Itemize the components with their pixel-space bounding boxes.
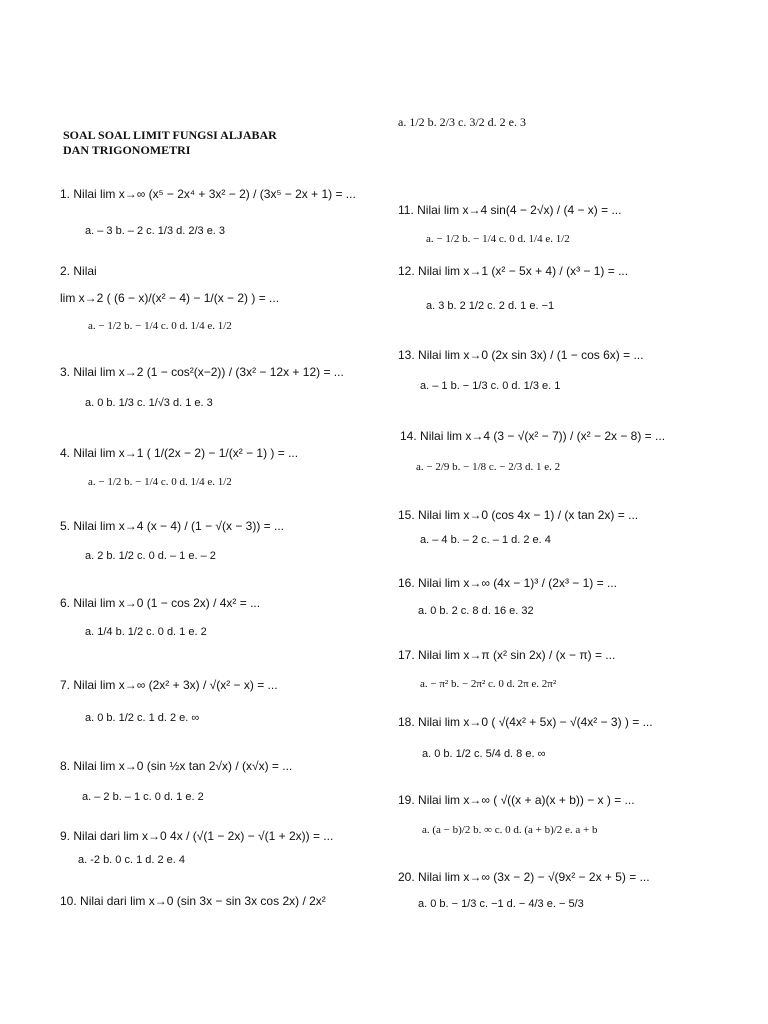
question-11-options: a. − 1/2 b. − 1/4 c. 0 d. 1/4 e. 1/2 <box>426 233 570 245</box>
question-prompt: Nilai <box>73 678 97 692</box>
question-number: 18. <box>398 715 415 729</box>
question-5 <box>60 520 284 532</box>
question-7 <box>60 679 278 691</box>
question-20 <box>398 871 650 883</box>
question-prompt: Nilai <box>418 870 442 884</box>
question-number: 6. <box>60 596 71 610</box>
question-11 <box>398 204 621 216</box>
question-expression: lim x→0 (1 − cos 2x) / 4x² = ... <box>100 596 261 610</box>
question-16 <box>398 577 617 589</box>
question-20-options: a. 0 b. − 1/3 c. −1 d. − 4/3 e. − 5/3 <box>418 898 584 910</box>
question-expression: lim x→2 (1 − cos²(x−2)) / (3x² − 12x + 12) = ... <box>100 365 344 379</box>
question-9 <box>60 830 333 842</box>
question-15-options: a. – 4 b. – 2 c. – 1 d. 2 e. 4 <box>420 534 551 546</box>
question-prompt: Nilai <box>418 508 442 522</box>
question-expression: lim x→0 (2x sin 3x) / (1 − cos 6x) = ... <box>444 348 644 362</box>
question-expression: lim x→4 (3 − √(x² − 7)) / (x² − 2x − 8) = ... <box>446 429 666 443</box>
question-4 <box>60 447 298 459</box>
question-12 <box>398 265 628 277</box>
question-2 <box>60 265 97 277</box>
question-9-options: a. -2 b. 0 c. 1 d. 2 e. 4 <box>78 854 186 866</box>
question-18-options: a. 0 b. 1/2 c. 5/4 d. 8 e. ∞ <box>422 748 546 760</box>
question-15 <box>398 509 638 521</box>
question-expression: lim x→1 ( 1/(2x − 2) − 1/(x² − 1) ) = ... <box>100 446 299 460</box>
question-8-options: a. – 2 b. – 1 c. 0 d. 1 e. 2 <box>82 791 204 803</box>
question-10-options: a. 1/2 b. 2/3 c. 3/2 d. 2 e. 3 <box>398 115 526 129</box>
question-number: 20. <box>398 870 415 884</box>
question-prompt: Nilai <box>418 576 442 590</box>
question-number: 15. <box>398 508 415 522</box>
question-1-options: a. – 3 b. – 2 c. 1/3 d. 2/3 e. 3 <box>85 225 226 237</box>
question-number: 12. <box>398 264 415 278</box>
question-expression: lim x→1 (x² − 5x + 4) / (x³ − 1) = ... <box>444 264 629 278</box>
question-expression: lim x→4 sin(4 − 2√x) / (4 − x) = ... <box>443 203 622 217</box>
question-expression: lim x→0 4x / (√(1 − 2x) − √(1 + 2x)) = ... <box>123 829 334 843</box>
question-prompt: Nilai <box>73 446 97 460</box>
question-expression: lim x→0 (sin 3x − sin 3x cos 2x) / 2x² <box>130 894 326 908</box>
question-number: 11. <box>398 203 414 217</box>
question-prompt: Nilai <box>73 365 97 379</box>
question-13 <box>398 349 643 361</box>
question-prompt: Nilai dari <box>80 894 127 908</box>
question-1 <box>60 188 356 200</box>
title-line-1: SOAL SOAL LIMIT FUNGSI ALJABAR <box>63 128 277 142</box>
question-prompt: Nilai <box>417 203 441 217</box>
question-number: 19. <box>398 793 415 807</box>
question-prompt: Nilai dari <box>73 829 121 843</box>
question-expression: lim x→0 (cos 4x − 1) / (x tan 2x) = ... <box>444 508 639 522</box>
question-prompt: Nilai <box>418 264 442 278</box>
question-number: 13. <box>398 348 415 362</box>
question-expression: lim x→0 (sin ½x tan 2√x) / (x√x) = ... <box>100 759 293 773</box>
question-8 <box>60 760 292 772</box>
question-19-options: a. (a − b)/2 b. ∞ c. 0 d. (a + b)/2 e. a + b <box>422 824 598 836</box>
question-prompt: Nilai <box>418 648 442 662</box>
document-title <box>63 128 277 158</box>
question-number: 5. <box>60 519 71 533</box>
question-prompt: Nilai <box>73 519 97 533</box>
title-line-2: DAN TRIGONOMETRI <box>63 143 191 157</box>
question-13-options: a. – 1 b. − 1/3 c. 0 d. 1/3 e. 1 <box>420 380 561 392</box>
question-10 <box>60 895 326 907</box>
question-number: 16. <box>398 576 415 590</box>
question-number: 14. <box>400 429 417 443</box>
question-prompt: Nilai <box>73 596 97 610</box>
question-expression: lim x→0 ( √(4x² + 5x) − √(4x² − 3) ) = ... <box>444 715 653 729</box>
question-number: 2. <box>60 264 71 278</box>
question-6-options: a. 1/4 b. 1/2 c. 0 d. 1 e. 2 <box>85 626 207 638</box>
question-prompt: Nilai <box>73 187 97 201</box>
question-7-options: a. 0 b. 1/2 c. 1 d. 2 e. ∞ <box>85 712 200 724</box>
question-number: 1. <box>60 187 71 201</box>
question-expression: lim x→∞ (2x² + 3x) / √(x² − x) = ... <box>100 678 278 692</box>
question-14 <box>400 430 665 442</box>
question-6 <box>60 597 260 609</box>
question-expression: lim x→∞ (x⁵ − 2x⁴ + 3x² − 2) / (3x⁵ − 2x + 1) = ... <box>100 187 356 201</box>
question-number: 10. <box>60 894 77 908</box>
question-prompt: Nilai <box>418 348 442 362</box>
question-prompt: Nilai <box>73 264 97 278</box>
question-17-options: a. − π² b. − 2π² c. 0 d. 2π e. 2π² <box>420 678 557 690</box>
question-prompt: Nilai <box>420 429 444 443</box>
question-16-options: a. 0 b. 2 c. 8 d. 16 e. 32 <box>418 605 534 617</box>
question-12-options: a. 3 b. 2 1/2 c. 2 d. 1 e. −1 <box>426 300 555 312</box>
question-19 <box>398 794 635 806</box>
question-number: 17. <box>398 648 415 662</box>
question-2-expression: lim x→2 ( (6 − x)/(x² − 4) − 1/(x − 2) ) = ... <box>60 291 280 305</box>
question-prompt: Nilai <box>73 759 97 773</box>
question-expression: lim x→∞ (3x − 2) − √(9x² − 2x + 5) = ... <box>444 870 650 884</box>
question-number: 3. <box>60 365 71 379</box>
question-14-options: a. − 2/9 b. − 1/8 c. − 2/3 d. 1 e. 2 <box>416 461 561 473</box>
question-17 <box>398 649 615 661</box>
question-2-options: a. − 1/2 b. − 1/4 c. 0 d. 1/4 e. 1/2 <box>88 320 232 332</box>
question-expression: lim x→4 (x − 4) / (1 − √(x − 3)) = ... <box>100 519 285 533</box>
question-prompt: Nilai <box>418 793 442 807</box>
question-3 <box>60 366 344 378</box>
question-3-options: a. 0 b. 1/3 c. 1/√3 d. 1 e. 3 <box>85 397 213 409</box>
question-5-options: a. 2 b. 1/2 c. 0 d. – 1 e. – 2 <box>85 550 216 562</box>
question-prompt: Nilai <box>418 715 442 729</box>
question-4-options: a. − 1/2 b. − 1/4 c. 0 d. 1/4 e. 1/2 <box>88 476 232 488</box>
question-expression: lim x→∞ ( √((x + a)(x + b)) − x ) = ... <box>444 793 635 807</box>
question-number: 9. <box>60 829 71 843</box>
question-number: 4. <box>60 446 71 460</box>
question-expression: lim x→π (x² sin 2x) / (x − π) = ... <box>444 648 616 662</box>
question-18 <box>398 716 653 728</box>
question-number: 8. <box>60 759 71 773</box>
question-expression: lim x→∞ (4x − 1)³ / (2x³ − 1) = ... <box>444 576 617 590</box>
question-number: 7. <box>60 678 71 692</box>
